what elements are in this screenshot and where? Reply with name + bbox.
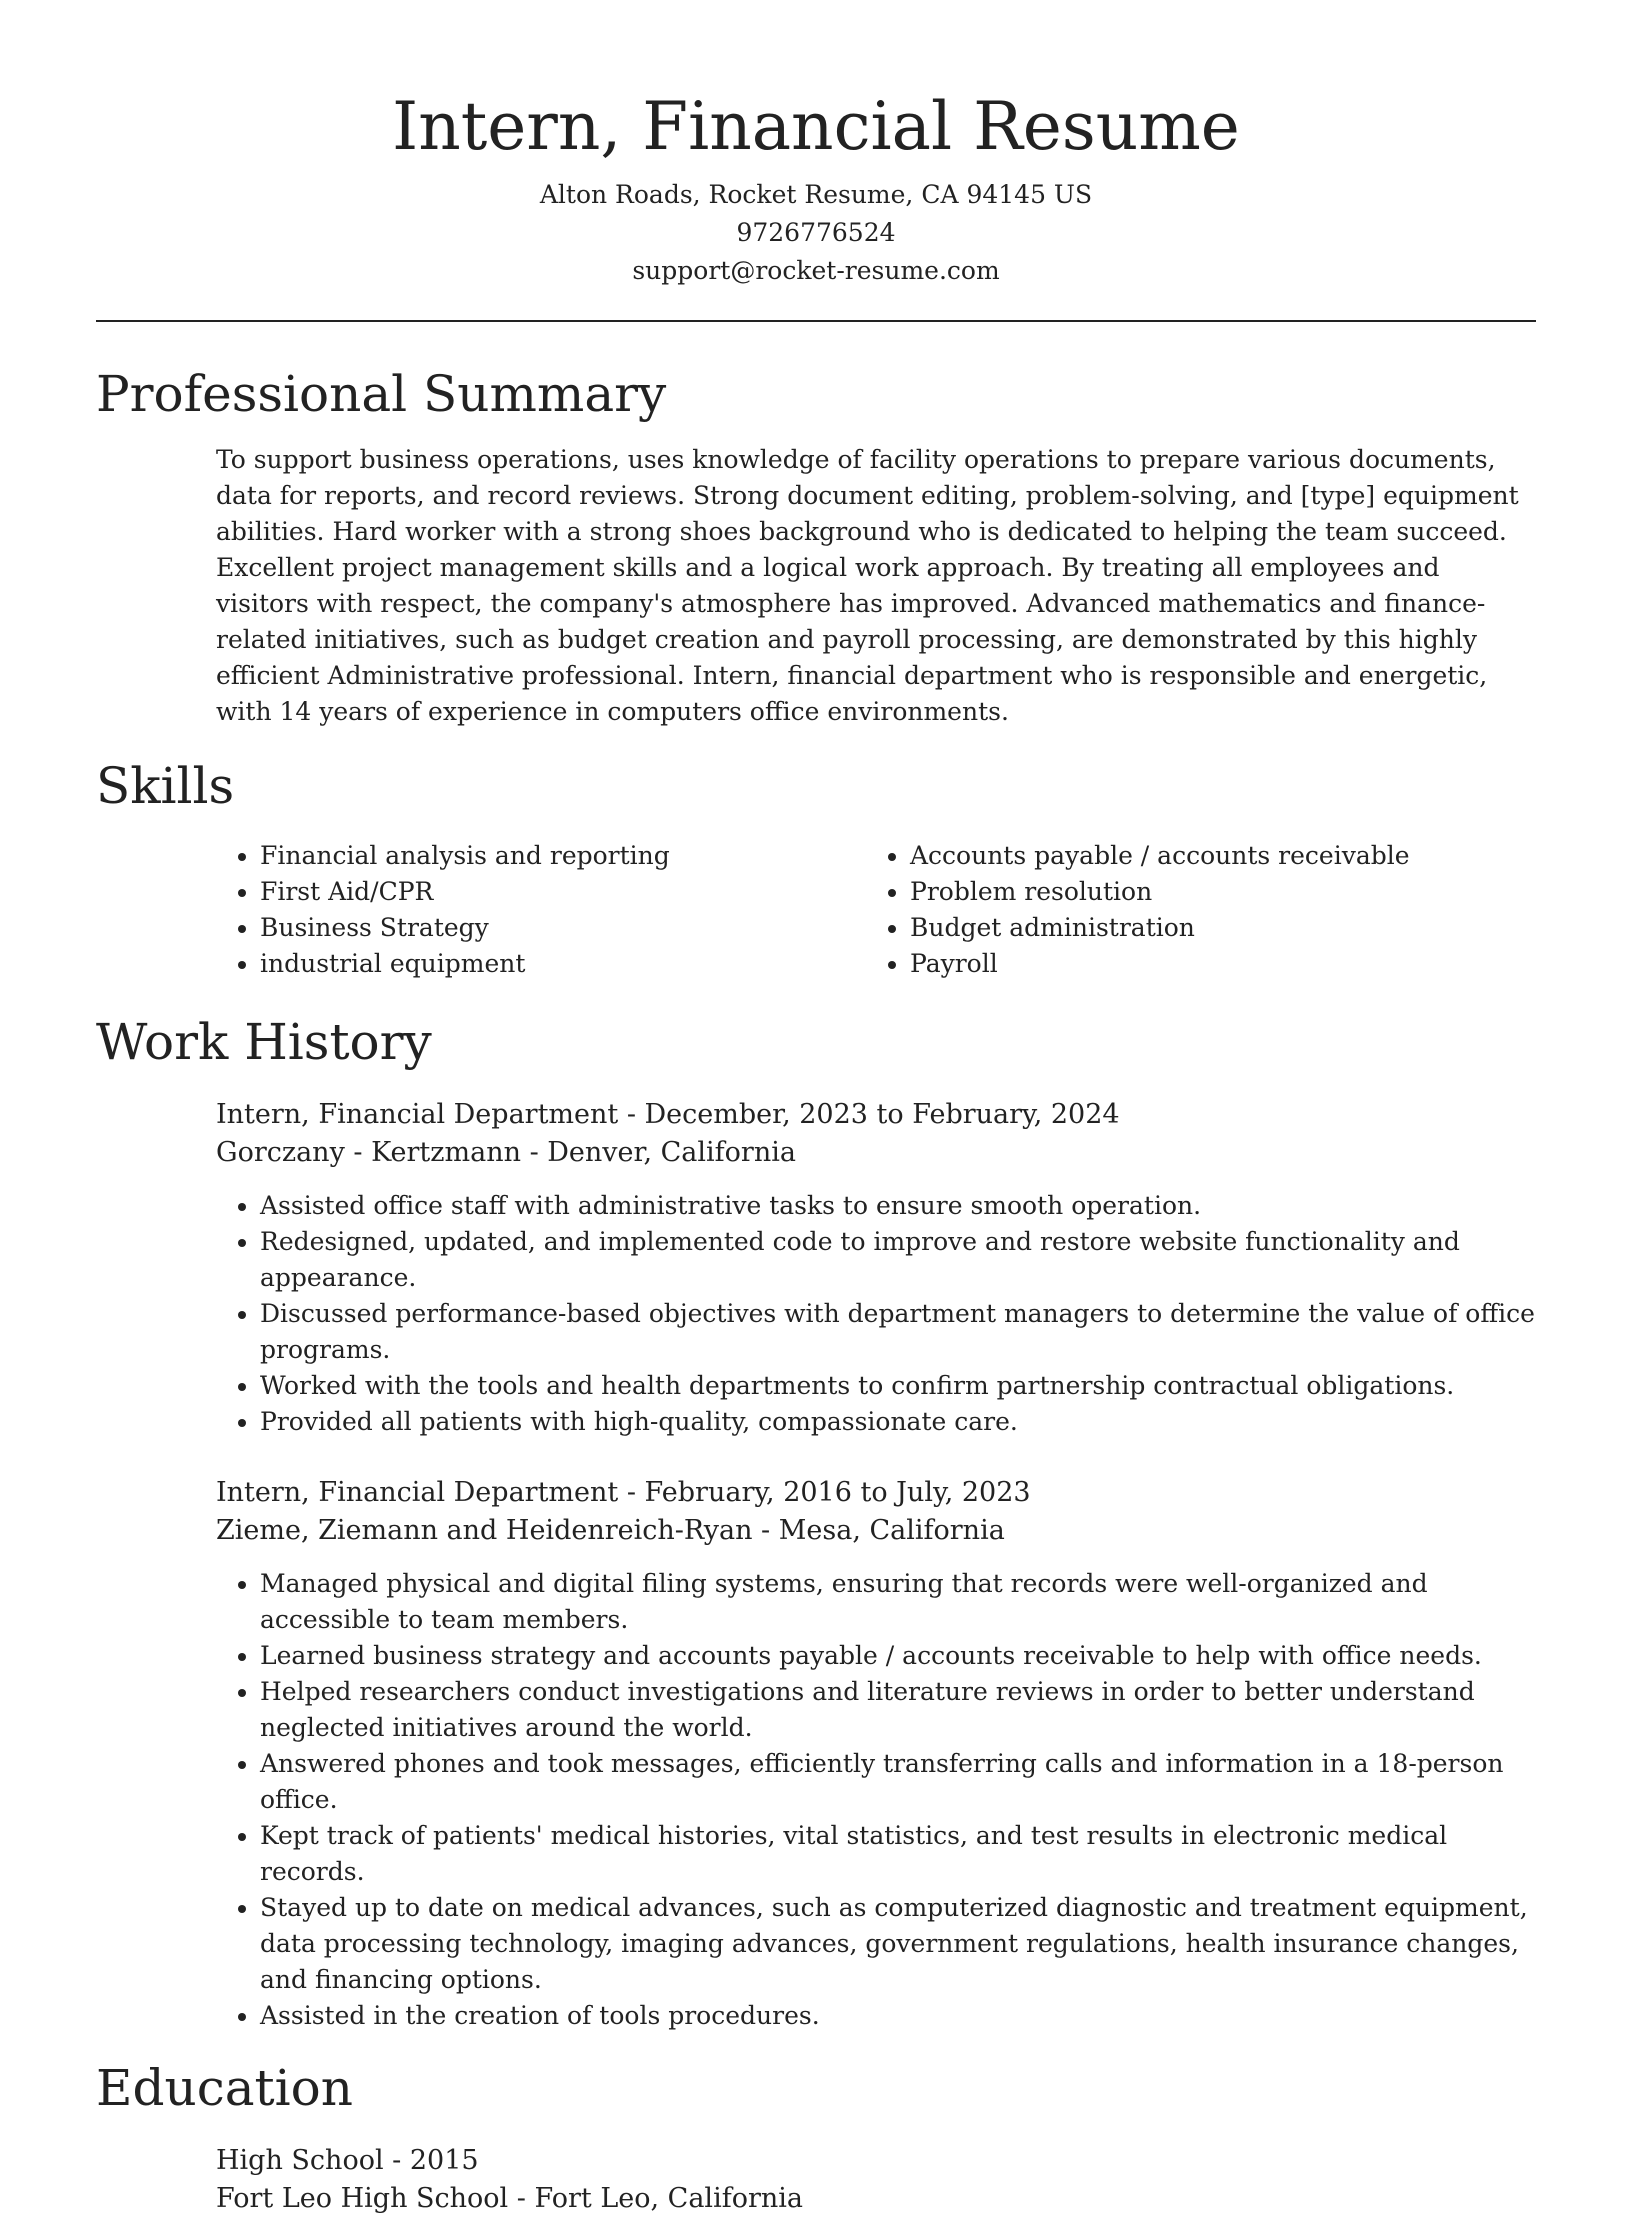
job-title: Intern, Financial Department xyxy=(216,1477,619,1508)
resume-header xyxy=(96,0,1536,290)
education-heading: Education xyxy=(96,2059,353,2117)
skill-item: • First Aid/CPR xyxy=(260,874,866,910)
job-entry xyxy=(216,1096,1536,1440)
job-title: Intern, Financial Department xyxy=(216,1099,619,1130)
skills-heading: Skills xyxy=(96,757,235,815)
education-entry xyxy=(216,2142,1536,2218)
contact-address: Alton Roads, Rocket Resume, CA 94145 US xyxy=(539,180,1093,209)
job-bullet: • Redesigned, updated, and implemented code to improve and restore website functionality and appearance. xyxy=(260,1224,1536,1296)
education-school: Fort Leo High School xyxy=(216,2183,509,2214)
job-dates: - February, 2016 to July, 2023 xyxy=(618,1477,1031,1508)
contact-email: support@rocket-resume.com xyxy=(632,256,1000,285)
job-bullet: • Provided all patients with high-quality, compassionate care. xyxy=(260,1404,1536,1440)
skill-item: • Payroll xyxy=(910,946,1486,982)
skills-column-left xyxy=(216,838,866,982)
job-company-line xyxy=(216,1512,1536,1550)
skill-item: • industrial equipment xyxy=(260,946,866,982)
job-title-line xyxy=(216,1474,1536,1512)
job-entry xyxy=(216,1474,1536,2034)
resume-name: Intern, Financial Resume xyxy=(392,88,1240,165)
job-bullet: • Assisted in the creation of tools procedures. xyxy=(260,1998,1536,2034)
job-title-line xyxy=(216,1096,1536,1134)
job-bullet: • Worked with the tools and health departments to confirm partnership contractual obligations. xyxy=(260,1368,1536,1404)
job-company: Gorczany - Kertzmann xyxy=(216,1137,521,1168)
job-bullet: • Learned business strategy and accounts payable / accounts receivable to help with office needs. xyxy=(260,1638,1536,1674)
job-dates: - December, 2023 to February, 2024 xyxy=(618,1099,1120,1130)
contact-phone: 9726776524 xyxy=(736,218,896,247)
work-history-heading: Work History xyxy=(96,1013,432,1071)
summary-heading: Professional Summary xyxy=(96,365,667,423)
job-bullet: • Assisted office staff with administrative tasks to ensure smooth operation. xyxy=(260,1188,1536,1224)
job-bullet: • Stayed up to date on medical advances, such as computerized diagnostic and treatment equipment, data processing technology, imaging advances, government regulations, health insurance changes, and financing options. xyxy=(260,1890,1536,1998)
job-location: - Mesa, California xyxy=(752,1515,1005,1546)
skills-list xyxy=(216,838,1536,982)
summary-text: To support business operations, uses knowledge of facility operations to prepare various documents, data for reports, and record reviews. Strong document editing, problem-solving, and [type] equipment abilities. Hard worker with a strong shoes background who is dedicated to helping the team succeed. Excellent project management skills and a logical work approach. By treating all employees and visitors with respect, the company's atmosphere has improved. Advanced mathematics and finance-related initiatives, such as budget creation and payroll processing, are demonstrated by this highly efficient Administrative professional. Intern, financial department who is responsible and energetic, with 14 years of experience in computers office environments. xyxy=(216,445,1519,726)
skill-item: • Accounts payable / accounts receivable xyxy=(910,838,1486,874)
job-company-line xyxy=(216,1134,1536,1172)
education-school-line xyxy=(216,2180,1536,2218)
job-bullet: • Kept track of patients' medical histories, vital statistics, and test results in electronic medical records. xyxy=(260,1818,1536,1890)
skill-item: • Business Strategy xyxy=(260,910,866,946)
job-location: - Denver, California xyxy=(521,1137,796,1168)
job-bullet: • Discussed performance-based objectives with department managers to determine the value of office programs. xyxy=(260,1296,1536,1368)
job-bullet: • Answered phones and took messages, efficiently transferring calls and information in a 18-person office. xyxy=(260,1746,1536,1818)
education-degree-line xyxy=(216,2142,1536,2180)
skill-item: • Budget administration xyxy=(910,910,1486,946)
job-bullets xyxy=(216,1188,1536,1440)
job-bullet: • Managed physical and digital filing systems, ensuring that records were well-organized and accessible to team members. xyxy=(260,1566,1536,1638)
job-bullet: • Helped researchers conduct investigations and literature reviews in order to better understand neglected initiatives around the world. xyxy=(260,1674,1536,1746)
education-year: - 2015 xyxy=(383,2145,479,2176)
skill-item: • Problem resolution xyxy=(910,874,1486,910)
header-divider xyxy=(96,320,1536,322)
education-location: - Fort Leo, California xyxy=(508,2183,803,2214)
job-bullets xyxy=(216,1566,1536,2034)
skills-column-right xyxy=(866,838,1486,982)
education-degree: High School xyxy=(216,2145,384,2176)
job-company: Zieme, Ziemann and Heidenreich-Ryan xyxy=(216,1515,753,1546)
skill-item: • Financial analysis and reporting xyxy=(260,838,866,874)
